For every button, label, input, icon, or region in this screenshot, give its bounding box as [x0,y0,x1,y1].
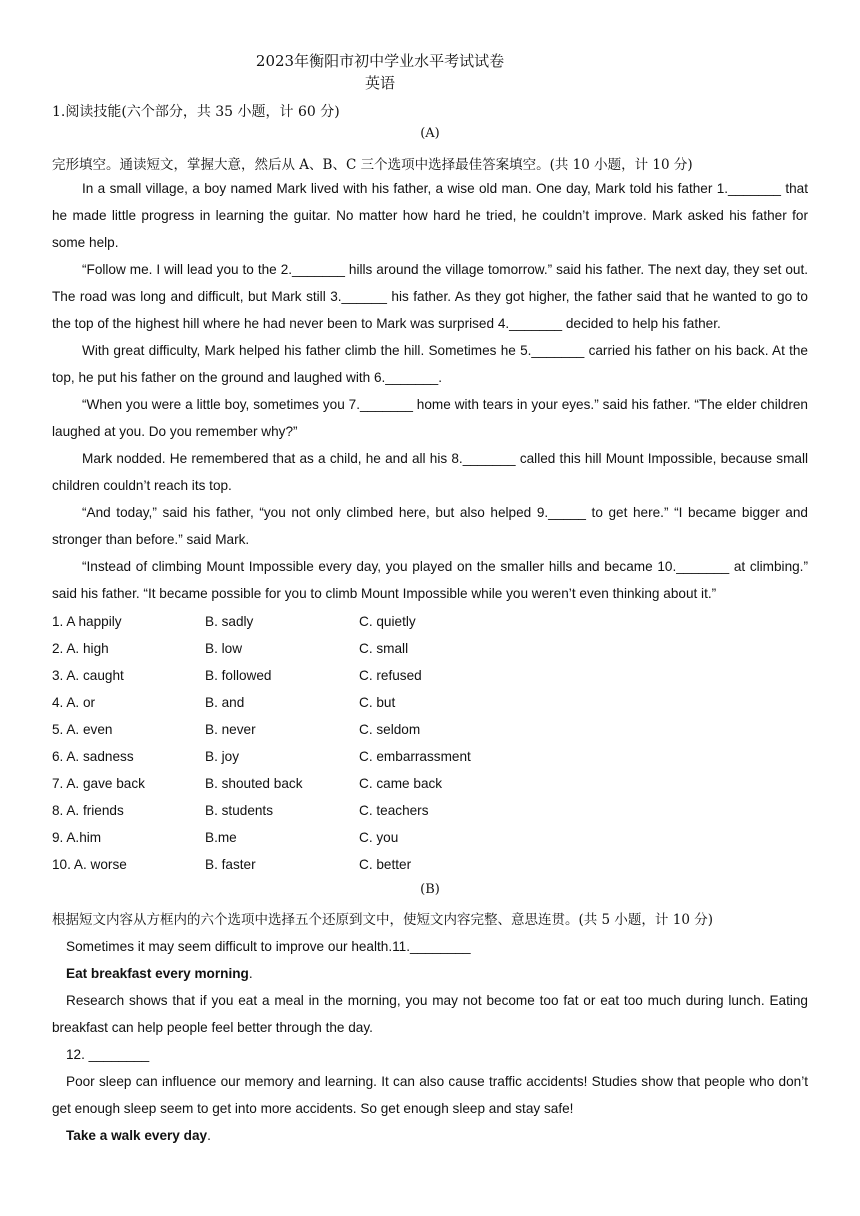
option-row [52,826,652,853]
passage-paragraph: “Instead of climbing Mount Impossible every day, you played on the smaller hills and became 10._______ at climbing.” said his father. “It became possible for you to climb Mount Impossible while you weren’t even thinking about it.” [52,559,808,601]
option-a: 3. A. caught [52,668,124,683]
option-b: B. shouted back [205,776,303,791]
section-heading: 1.阅读技能(六个部分，共 35 小题，计 60 分) [52,104,340,120]
part-b-paragraph: Poor sleep can influence our memory and learning. It can also cause traffic accidents! Studies show that people who don’t get enough sleep seem to get into more accidents. So get enough sleep and stay safe! [52,1074,808,1116]
part-a-instruction: 完形填空。通读短文，掌握大意，然后从 A、B、C 三个选项中选择最佳答案填空。(共 10 小题，计 10 分) [52,157,693,173]
option-b: B. never [205,722,256,737]
option-a: 1. A happily [52,614,122,629]
option-a: 5. A. even [52,722,113,737]
option-b: B. followed [205,668,272,683]
option-row [52,610,652,637]
option-a: 8. A. friends [52,803,124,818]
option-a: 4. A. or [52,695,96,710]
answer-options [52,610,652,880]
option-b: B. low [205,641,243,656]
option-c: C. embarrassment [359,749,471,764]
part-b-blank: 12. ________ [66,1047,150,1062]
part-b-heading [52,1122,808,1149]
option-c: C. small [359,641,409,656]
option-row [52,772,652,799]
passage-paragraph: With great difficulty, Mark helped his father climb the hill. Sometimes he 5._______ carried his father on his back. At the top, he put his father on the ground and laughed with 6._______. [52,343,808,385]
heading-text: Take a walk every day [66,1128,208,1143]
option-a: 9. A.him [52,830,102,845]
option-row [52,664,652,691]
option-a: 10. A. worse [52,857,127,872]
passage-paragraph: “Follow me. I will lead you to the 2._______ hills around the village tomorrow.” said his father. The next day, they set out. The road was long and difficult, but Mark still 3.______ his father. As they got higher, the father said that he wanted to go to the top of the highest hill where he had never been to Mark was surprised 4._______ decided to help his father. [52,262,808,331]
option-c: C. came back [359,776,443,791]
option-b: B.me [205,830,237,845]
option-b: B. faster [205,857,256,872]
option-row [52,718,652,745]
part-b-marker: (B) [420,882,440,897]
part-b-intro: Sometimes it may seem difficult to improve our health.11.________ [66,939,471,954]
passage-paragraph: “And today,” said his father, “you not only climbed here, but also helped 9._____ to get here.” “I became bigger and stronger than before.” said Mark. [52,505,808,547]
option-row [52,637,652,664]
option-a: 7. A. gave back [52,776,145,791]
exam-subject: 英语 [364,74,395,92]
heading-period: . [207,1128,211,1143]
passage-paragraph: “When you were a little boy, sometimes you 7._______ home with tears in your eyes.” said his father. “The elder children laughed at you. Do you remember why?” [52,397,808,439]
option-b: B. joy [205,749,239,764]
option-c: C. better [359,857,412,872]
option-b: B. and [205,695,245,710]
heading-period: . [248,966,253,981]
exam-title: 2023年衡阳市初中学业水平考试试卷 [255,52,505,70]
option-row [52,853,652,880]
option-row [52,691,652,718]
part-b-instruction: 根据短文内容从方框内的六个选项中选择五个还原到文中，使短文内容完整、意思连贯。(共 5 小题，计 10 分) [52,912,713,928]
part-a-passage [52,175,808,607]
part-b-paragraph: Research shows that if you eat a meal in the morning, you may not become too fat or eat too much during lunch. Eating breakfast can help people feel better through the day. [52,993,808,1035]
option-c: C. quietly [359,614,416,629]
part-a-marker: (A) [420,126,440,141]
option-c: C. but [359,695,396,710]
passage-paragraph: In a small village, a boy named Mark lived with his father, a wise old man. One day, Mark told his father 1._______ that he made little progress in learning the guitar. No matter how hard he tried, he couldn’t improve. Mark asked his father for some help. [52,181,808,250]
option-c: C. refused [359,668,422,683]
option-c: C. you [359,830,399,845]
option-c: C. seldom [359,722,421,737]
heading-text: Eat breakfast every morning [66,966,249,981]
part-b-heading [52,960,808,987]
passage-paragraph: Mark nodded. He remembered that as a child, he and all his 8._______ called this hill Mount Impossible, because small children couldn’t reach its top. [52,451,808,493]
option-row [52,745,652,772]
option-a: 6. A. sadness [52,749,134,764]
part-b-passage [52,933,808,1149]
option-b: B. sadly [205,614,254,629]
option-row [52,799,652,826]
option-c: C. teachers [359,803,429,818]
option-b: B. students [205,803,274,818]
option-a: 2. A. high [52,641,109,656]
